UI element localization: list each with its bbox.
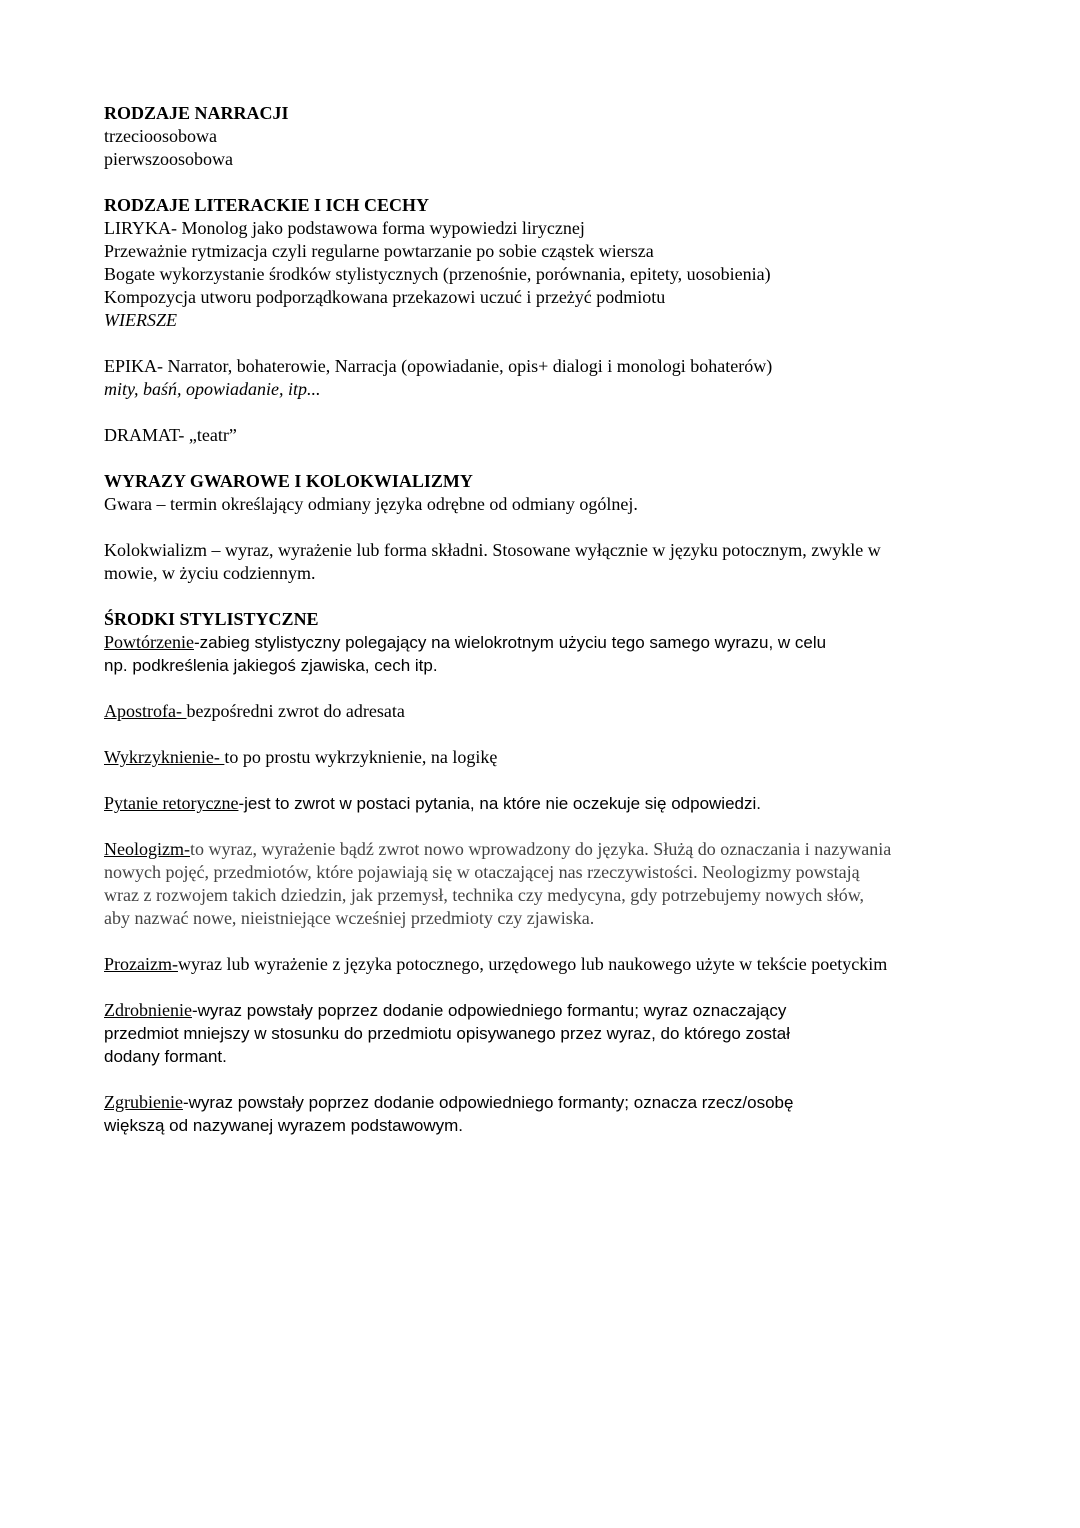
term-label: Zdrobnienie [104,1000,192,1020]
definition-text: przedmiot mniejszy w stosunku do przedmiotu opisywanego przez wyraz, do którego został [104,1024,790,1043]
section-heading: ŚRODKI STYLISTYCZNE [104,609,319,629]
epic-line: EPIKA- Narrator, bohaterowie, Narracja (opowiadanie, opis+ dialogi i monologi bohaterów) [104,356,773,376]
definition-text: bezpośredni zwrot do adresata [186,701,405,721]
definition-neologism [104,838,1004,930]
narration-item: trzecioosobowa [104,126,217,146]
definition-text: większą od nazywanej wyrazem podstawowym. [104,1116,464,1135]
narration-item: pierwszoosobowa [104,149,233,169]
lyric-line: Przeważnie rytmizacja czyli regularne powtarzanie po sobie cząstek wiersza [104,241,654,261]
definition-text: dodany formant. [104,1047,227,1066]
section-heading: RODZAJE LITERACKIE I ICH CECHY [104,195,430,215]
definition-exclamation [104,746,1004,769]
section-stylistic [104,608,1004,1137]
definition-diminutive [104,999,1004,1068]
epic-example: mity, baśń, opowiadanie, itp... [104,379,321,399]
term-label: Powtórzenie [104,632,194,652]
definition-text: -zabieg stylistyczny polegający na wielokrotnym użyciu tego samego wyrazu, w celu [193,633,827,652]
section-heading: WYRAZY GWAROWE I KOLOKWIALIZMY [104,471,473,491]
lyric-line: LIRYKA- Monolog jako podstawowa forma wypowiedzi lirycznej [104,218,585,238]
definition-text: np. podkreślenia jakiegoś zjawiska, cech itp. [104,656,438,675]
definition-apostrophe [104,700,1004,723]
document-content [104,102,1004,1137]
definition-text: wraz z rozwojem takich dziedzin, jak przemysł, technika czy medycyna, gdy potrzebujemy nowych słów, [104,885,865,905]
definition-text: -wyraz powstały poprzez dodanie odpowiedniego formanty; oznacza rzecz/osobę [182,1093,794,1112]
lyric-example: WIERSZE [104,310,177,330]
section-heading: RODZAJE NARRACJI [104,103,289,123]
term-label: Prozaizm- [104,954,178,974]
definition-text: -wyraz powstały poprzez dodanie odpowiedniego formantu; wyraz oznaczający [191,1001,787,1020]
definition-text: aby nazwać nowe, nieistniejące wcześniej przedmioty czy zjawiska. [104,908,595,928]
term-label: Wykrzyknienie- [104,747,225,767]
gwara-definition: Gwara – termin określający odmiany języka odrębne od odmiany ogólnej. [104,494,638,514]
term-label: Zgrubienie [104,1092,183,1112]
term-label: Neologizm- [104,839,190,859]
definition-prosaism [104,953,1004,976]
section-genres [104,194,1004,447]
definition-text: to wyraz, wyrażenie bądź zwrot nowo wprowadzony do języka. Służą do oznaczania i nazywania [189,839,892,859]
term-label: Pytanie retoryczne [104,793,239,813]
definition-text: -jest to zwrot w postaci pytania, na które nie oczekuje się odpowiedzi. [238,794,761,813]
definition-rhetorical [104,792,1004,815]
definition-text: wyraz lub wyrażenie z języka potocznego, urzędowego lub naukowego użyte w tekście poetyckim [177,954,888,974]
definition-repetition [104,631,1004,677]
section-dialect [104,470,1004,585]
term-label: Apostrofa- [104,701,187,721]
section-narration [104,102,1004,171]
colloquial-definition: Kolokwializm – wyraz, wyrażenie lub forma składni. Stosowane wyłącznie w języku potocznym, zwykle w [104,540,881,560]
drama-line: DRAMAT- „teatr” [104,425,237,445]
lyric-line: Bogate wykorzystanie środków stylistycznych (przenośnie, porównania, epitety, uosobienia) [104,264,771,284]
lyric-line: Kompozycja utworu podporządkowana przekazowi uczuć i przeżyć podmiotu [104,287,666,307]
definition-text: to po prostu wykrzyknienie, na logikę [224,747,498,767]
definition-text: nowych pojęć, przedmiotów, które pojawiają się w otaczającej nas rzeczywistości. Neologizmy powstają [104,862,860,882]
definition-augmentative [104,1091,1004,1137]
colloquial-definition: mowie, w życiu codziennym. [104,563,316,583]
